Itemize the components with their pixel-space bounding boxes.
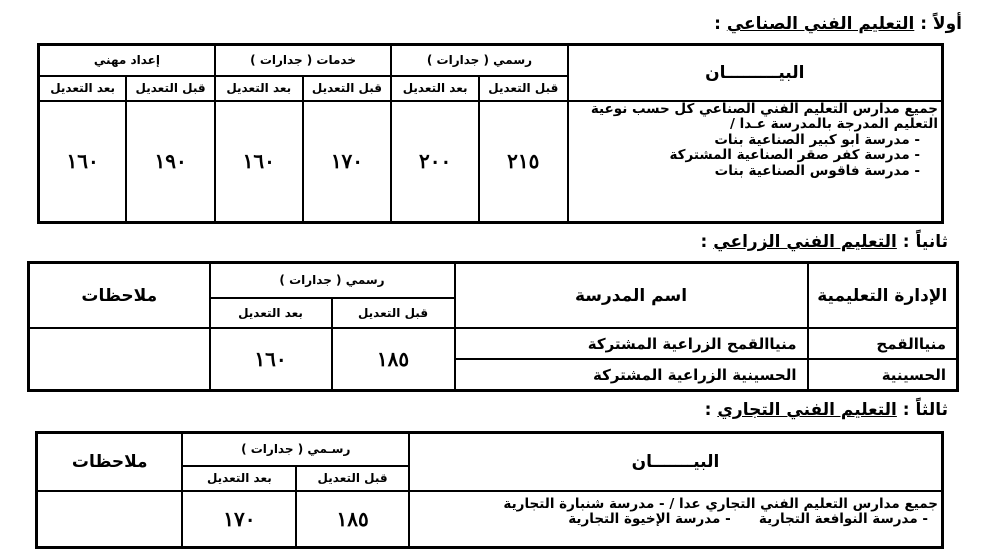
group-header-official: رسمي ( جدارات ) bbox=[391, 45, 567, 76]
section1-heading bbox=[714, 14, 962, 34]
agri-after-header: بعد التعديل bbox=[210, 298, 332, 328]
agri-school-cell: منياالقمح الزراعية المشتركة bbox=[455, 328, 808, 359]
section2-heading-suffix: : bbox=[700, 232, 708, 252]
industrial-school-item: - مدرسة فاقوس الصناعية بنات bbox=[572, 164, 920, 180]
agricultural-table bbox=[27, 261, 959, 392]
commercial-table bbox=[35, 431, 944, 549]
school-name-header: اسم المدرسة bbox=[455, 263, 808, 329]
agri-after-value: ١٦٠ bbox=[210, 328, 332, 390]
official-after-value: ٢٠٠ bbox=[391, 101, 479, 223]
group-header-services: خدمات ( جدارات ) bbox=[215, 45, 391, 76]
official-after-header: بعد التعديل bbox=[391, 76, 479, 101]
commercial-before-header: قبل التعديل bbox=[296, 466, 409, 491]
statement-header: البيـــــــــان bbox=[568, 45, 943, 101]
industrial-description: جميع مدارس التعليم الفني الصناعي كل حسب نوعية التعليم المدرجة بالمدرسة عـدا / bbox=[590, 100, 938, 132]
section1-heading-prefix: أولاً : bbox=[920, 14, 962, 34]
services-after-value: ١٦٠ bbox=[215, 101, 303, 223]
admin-header: الإدارة التعليمية bbox=[808, 263, 958, 329]
agri-notes-header: ملاحظات bbox=[29, 263, 210, 329]
official-before-header: قبل التعديل bbox=[479, 76, 568, 101]
industrial-school-list bbox=[572, 133, 938, 180]
agri-school-cell: الحسينية الزراعية المشتركة bbox=[455, 359, 808, 390]
section2-heading bbox=[701, 232, 948, 252]
commercial-before-value: ١٨٥ bbox=[296, 491, 409, 548]
agri-before-header: قبل التعديل bbox=[332, 298, 455, 328]
section3-heading bbox=[705, 400, 948, 420]
industrial-school-item: - مدرسة كفر صقر الصناعية المشتركة bbox=[572, 148, 920, 164]
commercial-after-header: بعد التعديل bbox=[182, 466, 296, 491]
industrial-table bbox=[37, 43, 944, 224]
commercial-notes-cell bbox=[37, 491, 183, 548]
vocational-before-header: قبل التعديل bbox=[126, 76, 215, 101]
vocational-after-value: ١٦٠ bbox=[39, 101, 127, 223]
agri-notes-cell bbox=[29, 328, 210, 390]
section3-heading-suffix: : bbox=[704, 400, 712, 420]
agri-before-value: ١٨٥ bbox=[332, 328, 455, 390]
services-after-header: بعد التعديل bbox=[215, 76, 303, 101]
industrial-description-cell bbox=[568, 101, 943, 223]
commercial-after-value: ١٧٠ bbox=[182, 491, 296, 548]
agri-admin-cell: الحسينية bbox=[808, 359, 958, 390]
commercial-statement-header: البيـــــــان bbox=[409, 433, 943, 491]
agri-group-header: رسمي ( جدارات ) bbox=[210, 263, 455, 298]
vocational-before-value: ١٩٠ bbox=[126, 101, 215, 223]
section2-heading-prefix: ثانياً : bbox=[902, 232, 948, 252]
agri-admin-cell: منياالقمح bbox=[808, 328, 958, 359]
section1-heading-suffix: : bbox=[714, 14, 721, 34]
section1-heading-title: التعليم الفني الصناعي bbox=[726, 14, 915, 34]
section2-heading-title: التعليم الفني الزراعي bbox=[713, 232, 897, 252]
vocational-after-header: بعد التعديل bbox=[39, 76, 127, 101]
commercial-notes-header: ملاحظات bbox=[37, 433, 183, 491]
commercial-line-2: - مدرسة النوافعة التجارية - مدرسة الإخيوة التجارية bbox=[568, 511, 928, 527]
services-before-value: ١٧٠ bbox=[303, 101, 392, 223]
industrial-school-item: - مدرسة ابو كبير الصناعية بنات bbox=[572, 133, 920, 149]
services-before-header: قبل التعديل bbox=[303, 76, 392, 101]
official-before-value: ٢١٥ bbox=[479, 101, 568, 223]
commercial-description-cell bbox=[409, 491, 943, 548]
commercial-group-header: رسـمي ( جدارات ) bbox=[182, 433, 408, 466]
commercial-line-1: جميع مدارس التعليم الفني التجاري عدا / - مدرسة شنبارة التجارية bbox=[503, 495, 938, 512]
section3-heading-prefix: ثالثاً : bbox=[902, 400, 948, 420]
group-header-vocational: إعداد مهني bbox=[39, 45, 215, 76]
section3-heading-title: التعليم الفني التجاري bbox=[717, 400, 897, 420]
